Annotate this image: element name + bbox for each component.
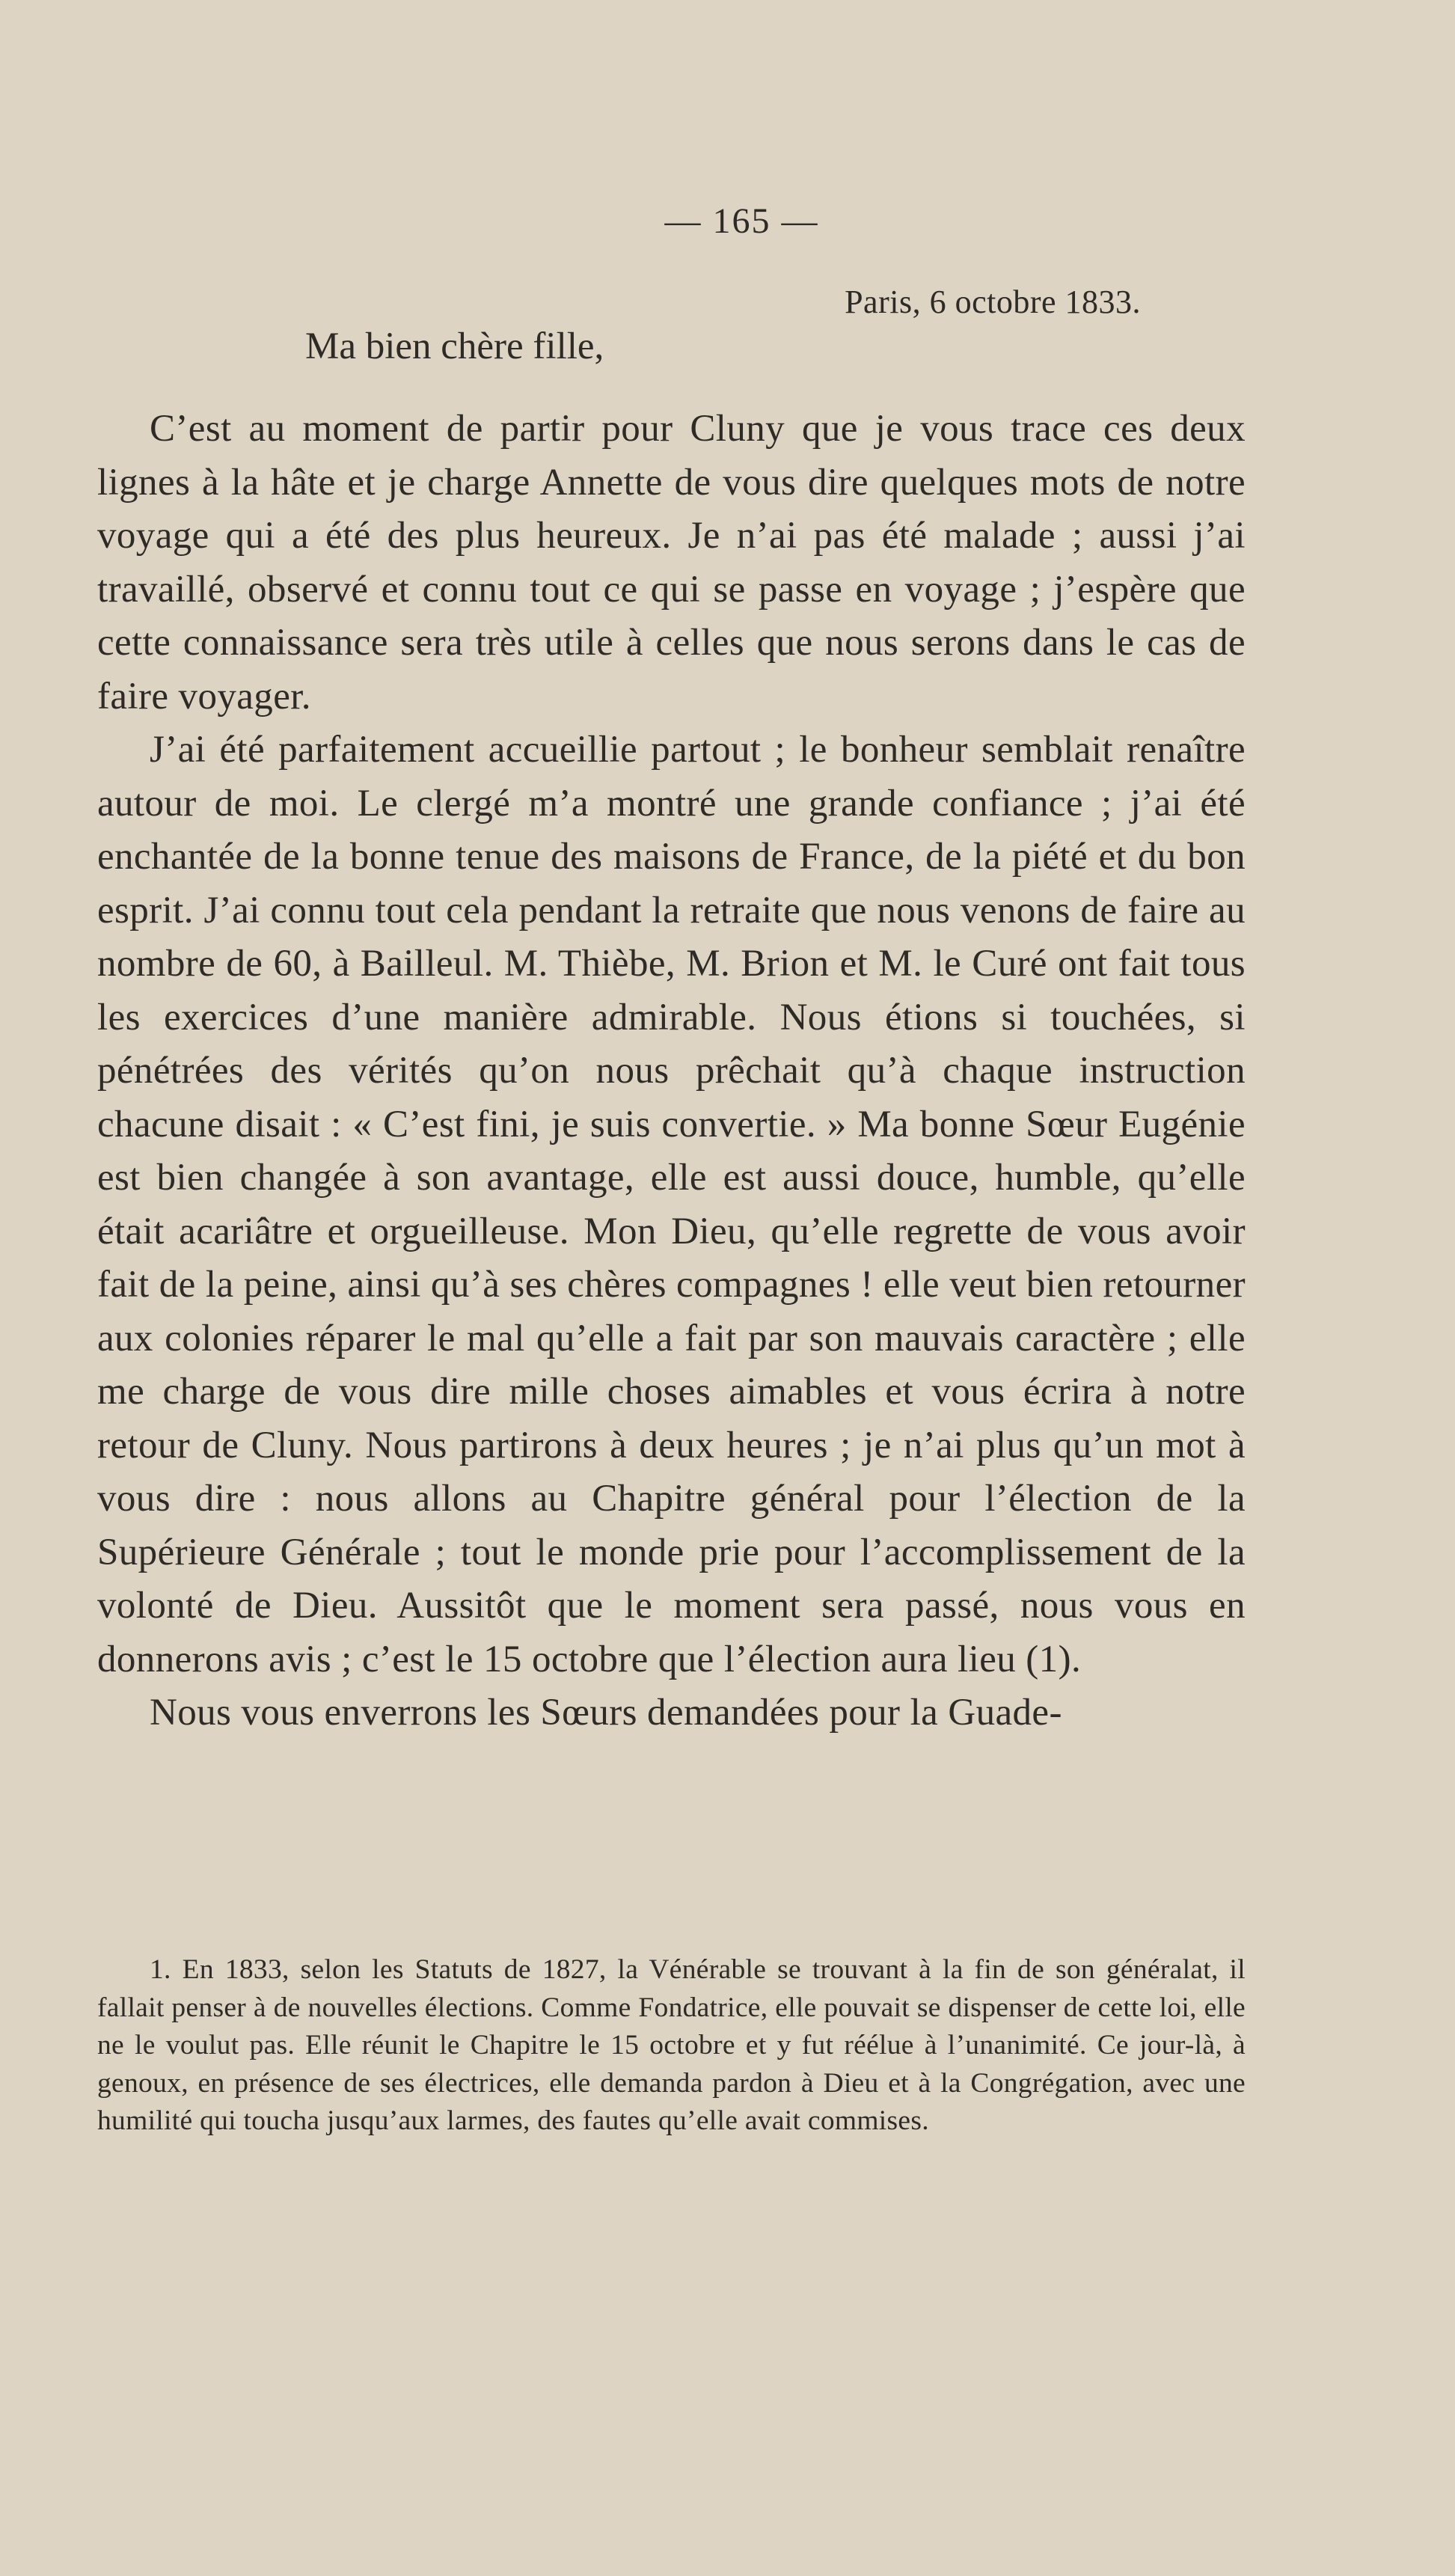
letter-body [97,403,1246,1740]
footnotes [97,1951,1246,2141]
page-number: — 165 — [664,201,819,241]
letter-paragraph: J’ai été parfaitement accueillie partout ; le bonheur semblait renaître autour de moi. Le clergé m’a montré une grande confiance ; j’ai été enchantée de la bonne tenue des maisons de France, de la piété et du bon esprit. J’ai connu tout cela pendant la retraite que nous venons de faire au nombre de 60, à Bailleul. M. Thièbe, M. Brion et M. le Curé ont fait tous les exercices d’une manière admirable. Nous étions si touchées, si pénétrées des vérités qu’on nous prêchait qu’à chaque instruction chacune disait : « C’est fini, je suis convertie. » Ma bonne Sœur Eugénie est bien changée à son avantage, elle est aussi douce, humble, qu’elle était acariâtre et orgueilleuse. Mon Dieu, qu’elle regrette de vous avoir fait de la peine, ainsi qu’à ses chères compagnes ! elle veut bien retourner aux colonies réparer le mal qu’elle a fait par son mauvais caractère ; elle me charge de vous dire mille choses aimables et vous écrira à notre retour de Cluny. Nous partirons à deux heures ; je n’ai plus qu’un mot à vous dire : nous allons au Chapitre général pour l’élection de la Supérieure Générale ; tout le monde prie pour l’accomplissement de la volonté de Dieu. Aussitôt que le moment sera passé, nous vous en donnerons avis ; c’est le 15 octobre que l’élection aura lieu (1). [97,729,1246,1680]
letter-dateline: Paris, 6 octobre 1833. [845,284,1141,320]
letter-paragraph: Nous vous enverrons les Sœurs demandées pour la Guade- [150,1692,1062,1734]
letter-paragraph: C’est au moment de partir pour Cluny que je vous trace ces deux lignes à la hâte et je charge Annette de vous dire quelques mots de notre voyage qui a été des plus heureux. Je n’ai pas été malade ; aussi j’ai travaillé, observé et connu tout ce qui se passe en voyage ; j’espère que cette connaissance sera très utile à celles que nous serons dans le cas de faire voyager. [97,408,1246,718]
footnote: 1. En 1833, selon les Statuts de 1827, la Vénérable se trouvant à la fin de son généralat, il fallait penser à de nouvelles élections. Comme Fondatrice, elle pouvait se dispenser de cette loi, elle ne le voulut pas. Elle réunit le Chapitre le 15 octobre et y fut réélue à l’unanimité. Ce jour-là, à genoux, en présence de ses électrices, elle demanda pardon à Dieu et à la Congrégation, avec une humilité qui toucha jusqu’aux larmes, des fautes qu’elle avait commises. [97,1954,1246,2136]
letter-salutation: Ma bien chère fille, [305,325,604,367]
